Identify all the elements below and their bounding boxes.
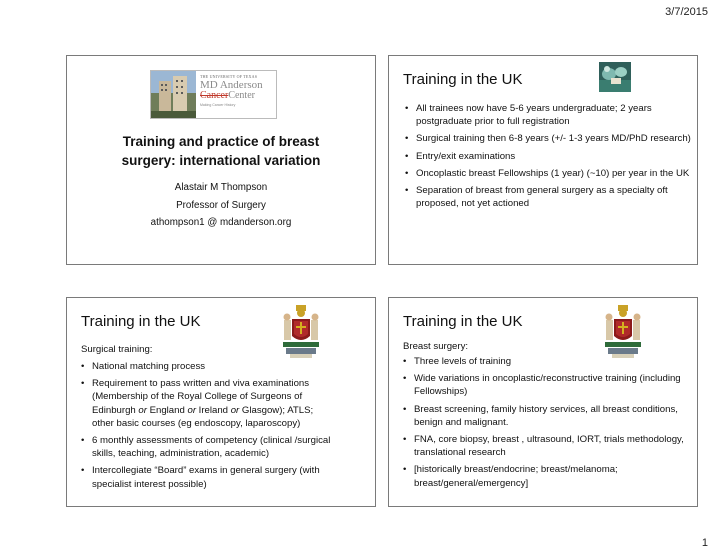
- header-date: 3/7/2015: [665, 6, 708, 18]
- slide-3: [66, 297, 376, 507]
- bullet-text: Intercollegiate “Board” exams in general surgery (with specialist interest possible): [92, 465, 320, 490]
- bullet-italic: or: [230, 404, 240, 416]
- slide-4: [388, 297, 698, 507]
- slide-3-lead: Surgical training:: [81, 344, 153, 355]
- list-item: • Three levels of training: [403, 355, 691, 368]
- author-email: athompson1 @ mdanderson.org: [150, 217, 292, 228]
- bullet-text: Ireland: [196, 404, 231, 416]
- bullet-italic: or: [187, 404, 197, 416]
- list-item: • Oncoplastic breast Fellowships (1 year) (~10) per year in the UK: [405, 167, 695, 180]
- list-item: • Breast screening, family history services, all breast conditions, benign and malignant.: [403, 403, 691, 429]
- list-item: [81, 464, 331, 490]
- bullet-text: National matching process: [92, 361, 206, 372]
- list-item: [81, 360, 331, 373]
- surgery-photo: [599, 62, 631, 92]
- slide-1: [66, 55, 376, 265]
- title-line-1: Training and practice of breast: [122, 134, 320, 149]
- md-anderson-logo: [150, 70, 277, 119]
- list-item: • Separation of breast from general surgery as a specialty oft proposed, not yet actioned: [405, 184, 695, 210]
- title-line-2: surgery: international variation: [121, 153, 321, 168]
- bullet-text: Glasgow); ATLS; other basic courses (eg endoscopy, laparoscopy): [92, 404, 314, 429]
- logo-brand-line2: Center: [228, 90, 255, 101]
- page-number: 1: [701, 537, 708, 549]
- slide-1-title: [67, 132, 375, 170]
- slide-3-title: Training in the UK: [81, 313, 201, 330]
- logo-brand-strike: Cancer: [200, 90, 229, 101]
- bullet-italic: or: [138, 404, 147, 416]
- royal-college-crest: [602, 304, 644, 362]
- logo-university-text: THE UNIVERSITY OF TEXAS: [200, 74, 258, 79]
- list-item: • Surgical training then 6-8 years (+/- 1-3 years MD/PhD research): [405, 132, 695, 145]
- logo-brand-line1: MD Anderson: [200, 79, 263, 91]
- list-item: • [historically breast/endocrine; breast/melanoma; breast/general/emergency]: [403, 463, 691, 489]
- slide-2: [388, 55, 698, 265]
- bullet-text: 6 monthly assessments of competency (clinical /surgical skills, teaching, administration, academic): [92, 435, 331, 460]
- list-item: • All trainees now have 5-6 years undergraduate; 2 years postgraduate prior to full registration: [405, 102, 695, 128]
- slide-3-bullets: [81, 360, 331, 495]
- author-name: Alastair M Thompson: [174, 182, 268, 193]
- slide-2-title: Training in the UK: [403, 71, 523, 88]
- building-image: [151, 71, 196, 118]
- list-item: [81, 377, 331, 430]
- slide-4-title: Training in the UK: [403, 313, 523, 330]
- bullet-text: England: [146, 404, 188, 416]
- slide-2-bullets: [405, 102, 695, 214]
- royal-college-crest: [280, 304, 322, 362]
- list-item: • Wide variations in oncoplastic/reconstructive training (including Fellowships): [403, 372, 691, 398]
- bullet-text: Requirement to pass written and viva examinations (Membership of the Royal College of Surgeons of Edinburgh: [92, 378, 310, 416]
- author-role: Professor of Surgery: [176, 200, 266, 211]
- logo-tagline: Making Cancer History: [200, 103, 236, 107]
- slide-4-bullets: [403, 355, 691, 494]
- list-item: [81, 434, 331, 460]
- list-item: • Entry/exit examinations: [405, 150, 695, 163]
- slide-4-lead: Breast surgery:: [403, 341, 469, 352]
- list-item: • FNA, core biopsy, breast , ultrasound, IORT, trials methodology, translational research: [403, 433, 691, 459]
